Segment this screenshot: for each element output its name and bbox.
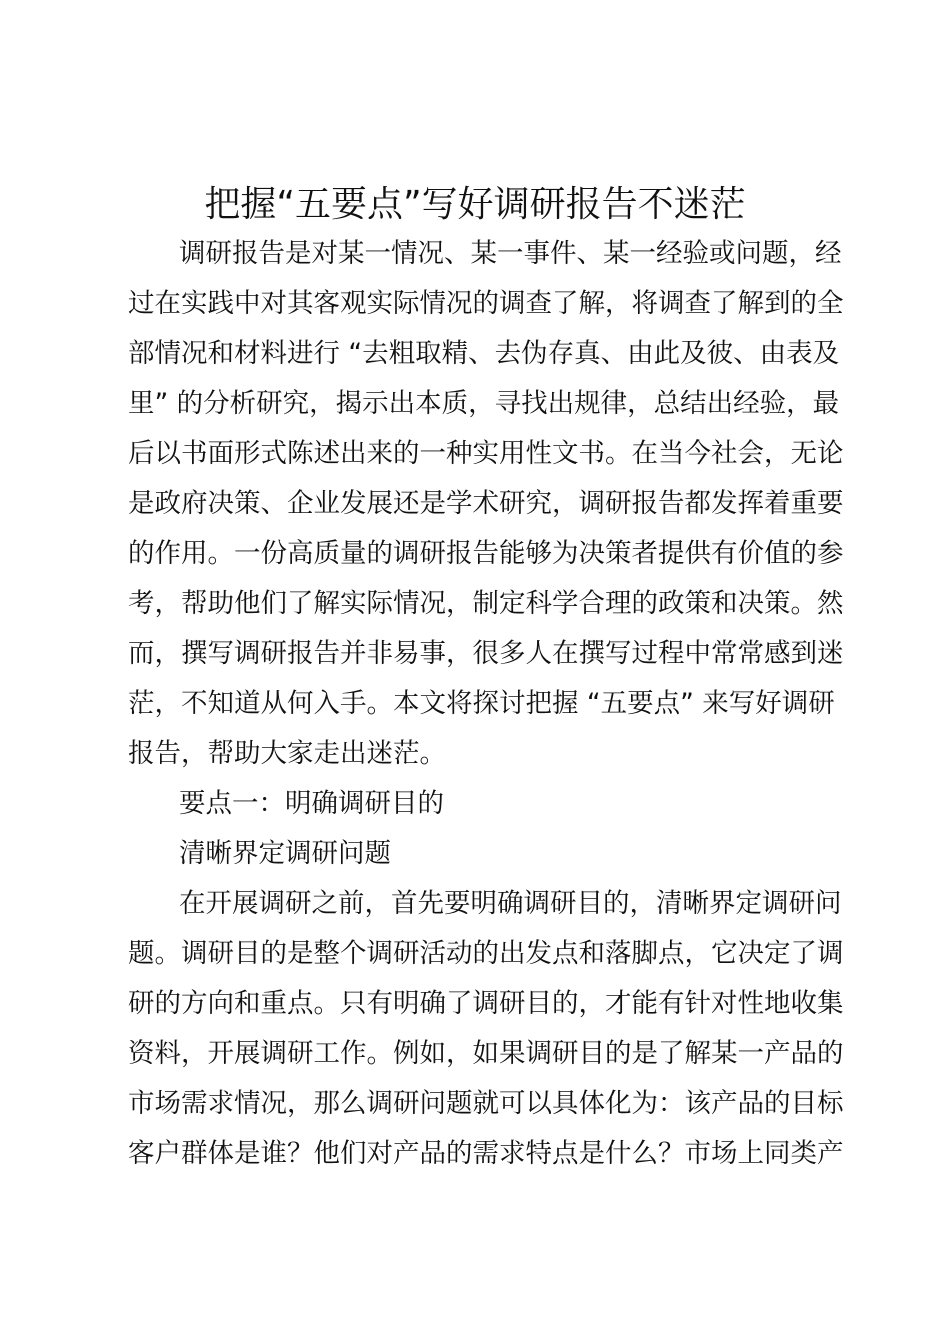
paragraph-line: 里” 的分析研究，揭示出本质，寻找出规律，总结出经验，最	[128, 388, 840, 419]
subsection-heading: 清晰界定调研问题	[179, 838, 391, 869]
paragraph-line: 在开展调研之前，首先要明确调研目的，清晰界定调研问	[179, 888, 842, 919]
paragraph-line: 是政府决策、企业发展还是学术研究，调研报告都发挥着重要	[128, 488, 844, 519]
paragraph-line: 考，帮助他们了解实际情况，制定科学合理的政策和决策。然	[128, 588, 844, 619]
paragraph-line: 调研报告是对某一情况、某一事件、某一经验或问题，经	[179, 238, 842, 269]
paragraph-line: 部情况和材料进行 “去粗取精、去伪存真、由此及彼、由表及	[128, 338, 840, 369]
paragraph-line: 过在实践中对其客观实际情况的调查了解，将调查了解到的全	[128, 288, 844, 319]
paragraph-line: 资料，开展调研工作。例如，如果调研目的是了解某一产品的	[128, 1038, 844, 1069]
paragraph-line: 客户群体是谁？他们对产品的需求特点是什么？市场上同类产	[128, 1138, 844, 1169]
paragraph-line: 题。调研目的是整个调研活动的出发点和落脚点，它决定了调	[128, 938, 844, 969]
paragraph-line: 而，撰写调研报告并非易事，很多人在撰写过程中常常感到迷	[128, 638, 844, 669]
paragraph-line: 研的方向和重点。只有明确了调研目的，才能有针对性地收集	[128, 988, 844, 1019]
paragraph-line: 茫，不知道从何入手。本文将探讨把握 “五要点” 来写好调研	[128, 688, 835, 719]
paragraph-line: 的作用。一份高质量的调研报告能够为决策者提供有价值的参	[128, 538, 844, 569]
document-title: 把握“五要点”写好调研报告不迷茫	[204, 184, 746, 225]
paragraph-line: 报告，帮助大家走出迷茫。	[128, 738, 446, 769]
paragraph-line: 后以书面形式陈述出来的一种实用性文书。在当今社会，无论	[128, 438, 844, 469]
paragraph-line: 市场需求情况，那么调研问题就可以具体化为：该产品的目标	[128, 1088, 844, 1119]
section-heading: 要点一：明确调研目的	[179, 788, 444, 819]
